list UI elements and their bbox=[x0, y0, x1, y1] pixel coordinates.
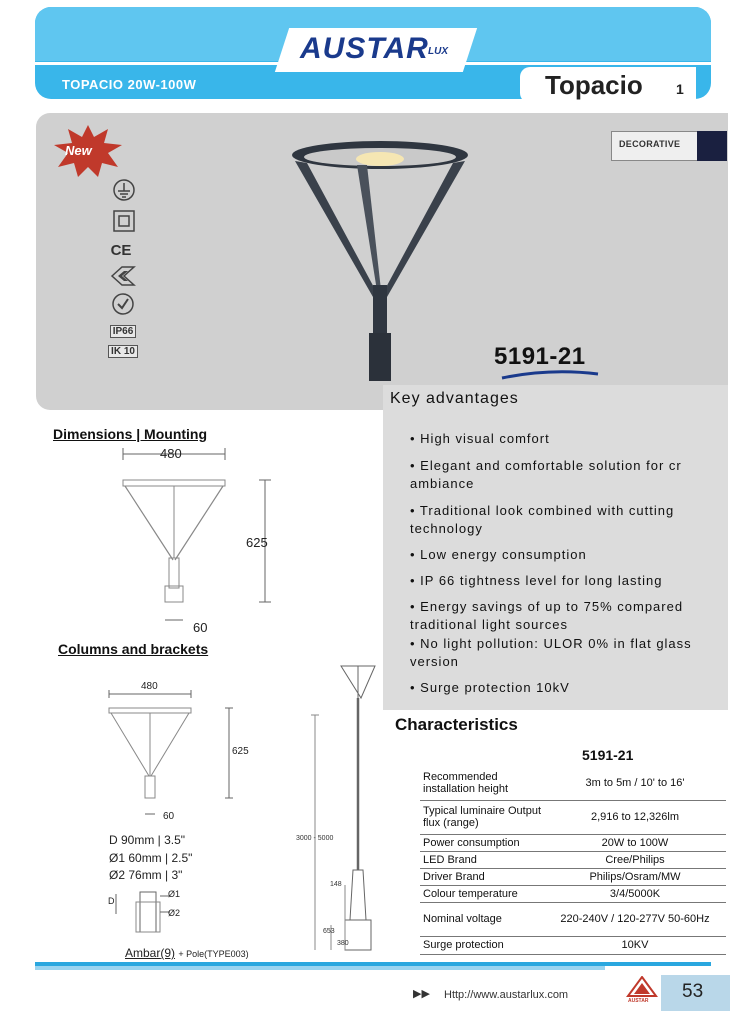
advantage-item: • Energy savings of up to 75% compared traditional light sources bbox=[410, 599, 684, 632]
row-label: LED Brand bbox=[420, 851, 544, 868]
table-row bbox=[420, 885, 726, 902]
table-row bbox=[420, 767, 726, 800]
pole-height-a: 148 bbox=[330, 881, 342, 888]
pole-height-b: 653 bbox=[323, 928, 335, 935]
category-accent bbox=[697, 131, 727, 161]
columns-title: Columns and brackets bbox=[58, 641, 209, 657]
column-height: 625 bbox=[232, 746, 249, 757]
advantage-item: • Surge protection 10kV bbox=[410, 680, 570, 695]
characteristics-title: Characteristics bbox=[395, 715, 518, 734]
characteristics-model: 5191-21 bbox=[582, 747, 634, 763]
austar-footer-logo-icon bbox=[626, 976, 658, 998]
advantage-item: • High visual comfort bbox=[410, 431, 550, 446]
brand-logo: AUSTAR bbox=[300, 32, 429, 65]
row-label: Surge protection bbox=[420, 936, 544, 954]
table-row bbox=[420, 936, 726, 954]
row-label: Typical luminaire Output flux (range) bbox=[420, 800, 544, 834]
column-width: 480 bbox=[141, 681, 158, 692]
model-swoosh-decoration bbox=[500, 368, 600, 382]
table-row bbox=[420, 851, 726, 868]
advantage-item: • Low energy consumption bbox=[410, 547, 587, 562]
row-value: 10KV bbox=[544, 936, 726, 954]
advantage-item: • Traditional look combined with cutting technology bbox=[410, 503, 675, 536]
category-label: DECORATIVE bbox=[619, 139, 681, 149]
row-value: 220-240V / 120-277V 50-60Hz bbox=[544, 902, 726, 936]
dimensions-title: Dimensions | Mounting bbox=[53, 426, 208, 442]
page-number: 53 bbox=[682, 981, 704, 1002]
spec-o2: Ø2 76mm | 3" bbox=[109, 868, 183, 882]
column-drawing bbox=[105, 690, 245, 820]
enec-icon bbox=[110, 265, 136, 287]
page-title-number: 1 bbox=[676, 81, 684, 97]
class-ii-icon bbox=[112, 209, 136, 233]
footer-arrows-icon: ▶▶ bbox=[413, 988, 430, 1000]
pole-caption bbox=[125, 946, 249, 960]
spec-d: D 90mm | 3.5" bbox=[109, 833, 186, 847]
pole-detail-drawing bbox=[100, 886, 200, 936]
new-badge-label: New bbox=[65, 143, 92, 158]
table-row bbox=[420, 902, 726, 936]
dimension-width: 480 bbox=[160, 446, 182, 461]
table-row bbox=[420, 868, 726, 885]
spec-o1: Ø1 60mm | 2.5" bbox=[109, 851, 193, 865]
pole-number: (9) bbox=[160, 946, 176, 960]
row-label: Driver Brand bbox=[420, 868, 544, 885]
row-label: Recommended installation height bbox=[420, 767, 544, 800]
ip66-label: IP66 bbox=[110, 325, 137, 338]
ip66-badge bbox=[108, 320, 138, 342]
ik10-badge bbox=[108, 340, 138, 362]
pole-height-c: 380 bbox=[337, 940, 349, 947]
detail-label-d: D bbox=[108, 896, 115, 906]
table-row bbox=[420, 834, 726, 851]
rohs-icon bbox=[111, 292, 135, 316]
ce-mark-label: CE bbox=[110, 241, 132, 259]
header-subtitle: TOPACIO 20W-100W bbox=[62, 77, 197, 92]
ce-mark-icon bbox=[106, 239, 136, 261]
pole-elevation-drawing bbox=[305, 660, 385, 960]
ik10-label: IK 10 bbox=[108, 345, 138, 358]
product-lamp-image bbox=[285, 135, 475, 385]
row-value: 3m to 5m / 10' to 16' bbox=[544, 767, 726, 800]
dimension-height: 625 bbox=[246, 535, 268, 550]
column-base: 60 bbox=[163, 811, 175, 822]
dimension-base: 60 bbox=[193, 620, 208, 635]
detail-label-o2: Ø2 bbox=[168, 908, 181, 918]
row-label: Power consumption bbox=[420, 834, 544, 851]
advantage-item: • No light pollution: ULOR 0% in flat glass version bbox=[410, 636, 692, 669]
row-value: Philips/Osram/MW bbox=[544, 868, 726, 885]
detail-label-o1: Ø1 bbox=[168, 889, 181, 899]
table-row bbox=[420, 800, 726, 834]
pole-suffix: + Pole(TYPE003) bbox=[178, 949, 249, 959]
characteristics-table bbox=[420, 767, 726, 955]
pole-name: Ambar bbox=[125, 946, 161, 960]
footer-logo-text: AUSTAR bbox=[628, 998, 649, 1004]
product-model: 5191-21 bbox=[494, 343, 586, 370]
row-value: 20W to 100W bbox=[544, 834, 726, 851]
page-title: Topacio bbox=[545, 70, 643, 100]
row-label: Nominal voltage bbox=[420, 902, 544, 936]
key-advantages-title: Key advantages bbox=[390, 390, 519, 407]
footer-bar-light bbox=[35, 966, 605, 970]
row-value: 2,916 to 12,326lm bbox=[544, 800, 726, 834]
footer-url[interactable]: Http://www.austarlux.com bbox=[444, 989, 569, 1001]
pole-total-height: 3000 - 5000 bbox=[296, 835, 334, 842]
brand-logo-suffix: LUX bbox=[428, 46, 448, 57]
advantage-item: • IP 66 tightness level for long lasting bbox=[410, 573, 663, 588]
row-label: Colour temperature bbox=[420, 885, 544, 902]
row-value: Cree/Philips bbox=[544, 851, 726, 868]
advantage-item: • Elegant and comfortable solution for cr ambiance bbox=[410, 458, 682, 491]
earth-icon bbox=[112, 179, 136, 201]
row-value: 3/4/5000K bbox=[544, 885, 726, 902]
